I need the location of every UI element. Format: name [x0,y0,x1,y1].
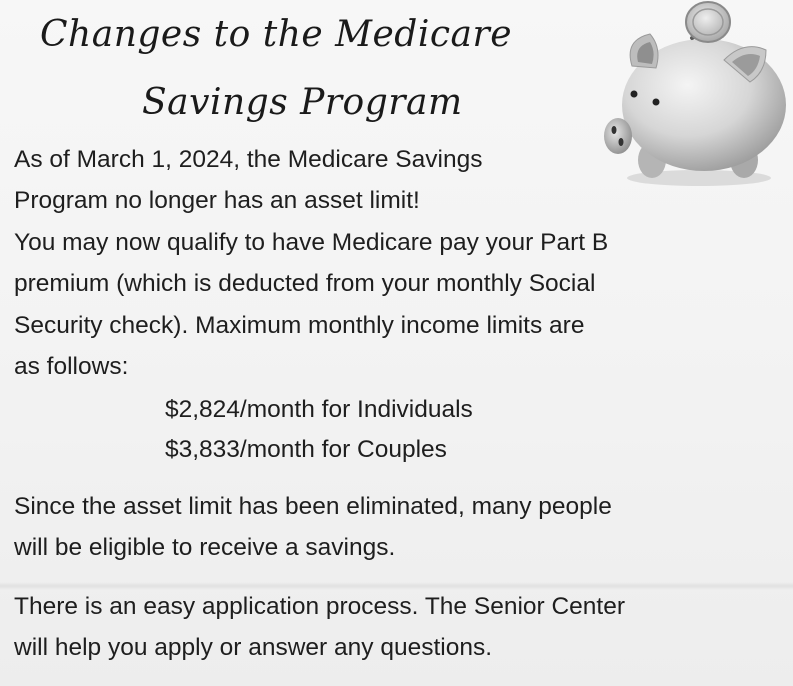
paragraph-1-line-2: Program no longer has an asset limit! [14,187,420,214]
paragraph-4-line-1: There is an easy application process. The Senior Center [14,593,626,620]
paragraph-2-line-2: premium (which is deducted from your monthly Social [14,270,596,297]
page-title-line-1: Changes to the Medicare [40,14,512,55]
piggy-bank-icon [604,0,789,190]
paper-fold-divider [0,582,793,590]
paragraph-2-line-1: You may now qualify to have Medicare pay your Part B [14,229,609,256]
paragraph-4-line-2: will help you apply or answer any questions. [14,634,493,661]
page-title-line-2: Savings Program [142,82,463,123]
paragraph-3-line-2: will be eligible to receive a savings. [14,534,396,561]
paragraph-2-line-4: as follows: [14,353,129,380]
paragraph-3-line-1: Since the asset limit has been eliminated, many people [14,493,612,520]
paragraph-2-line-3: Security check). Maximum monthly income limits are [14,312,585,339]
income-limit-individuals: $2,824/month for Individuals [165,396,473,423]
paragraph-1-line-1: As of March 1, 2024, the Medicare Savings [14,146,483,173]
income-limit-couples: $3,833/month for Couples [165,436,447,463]
